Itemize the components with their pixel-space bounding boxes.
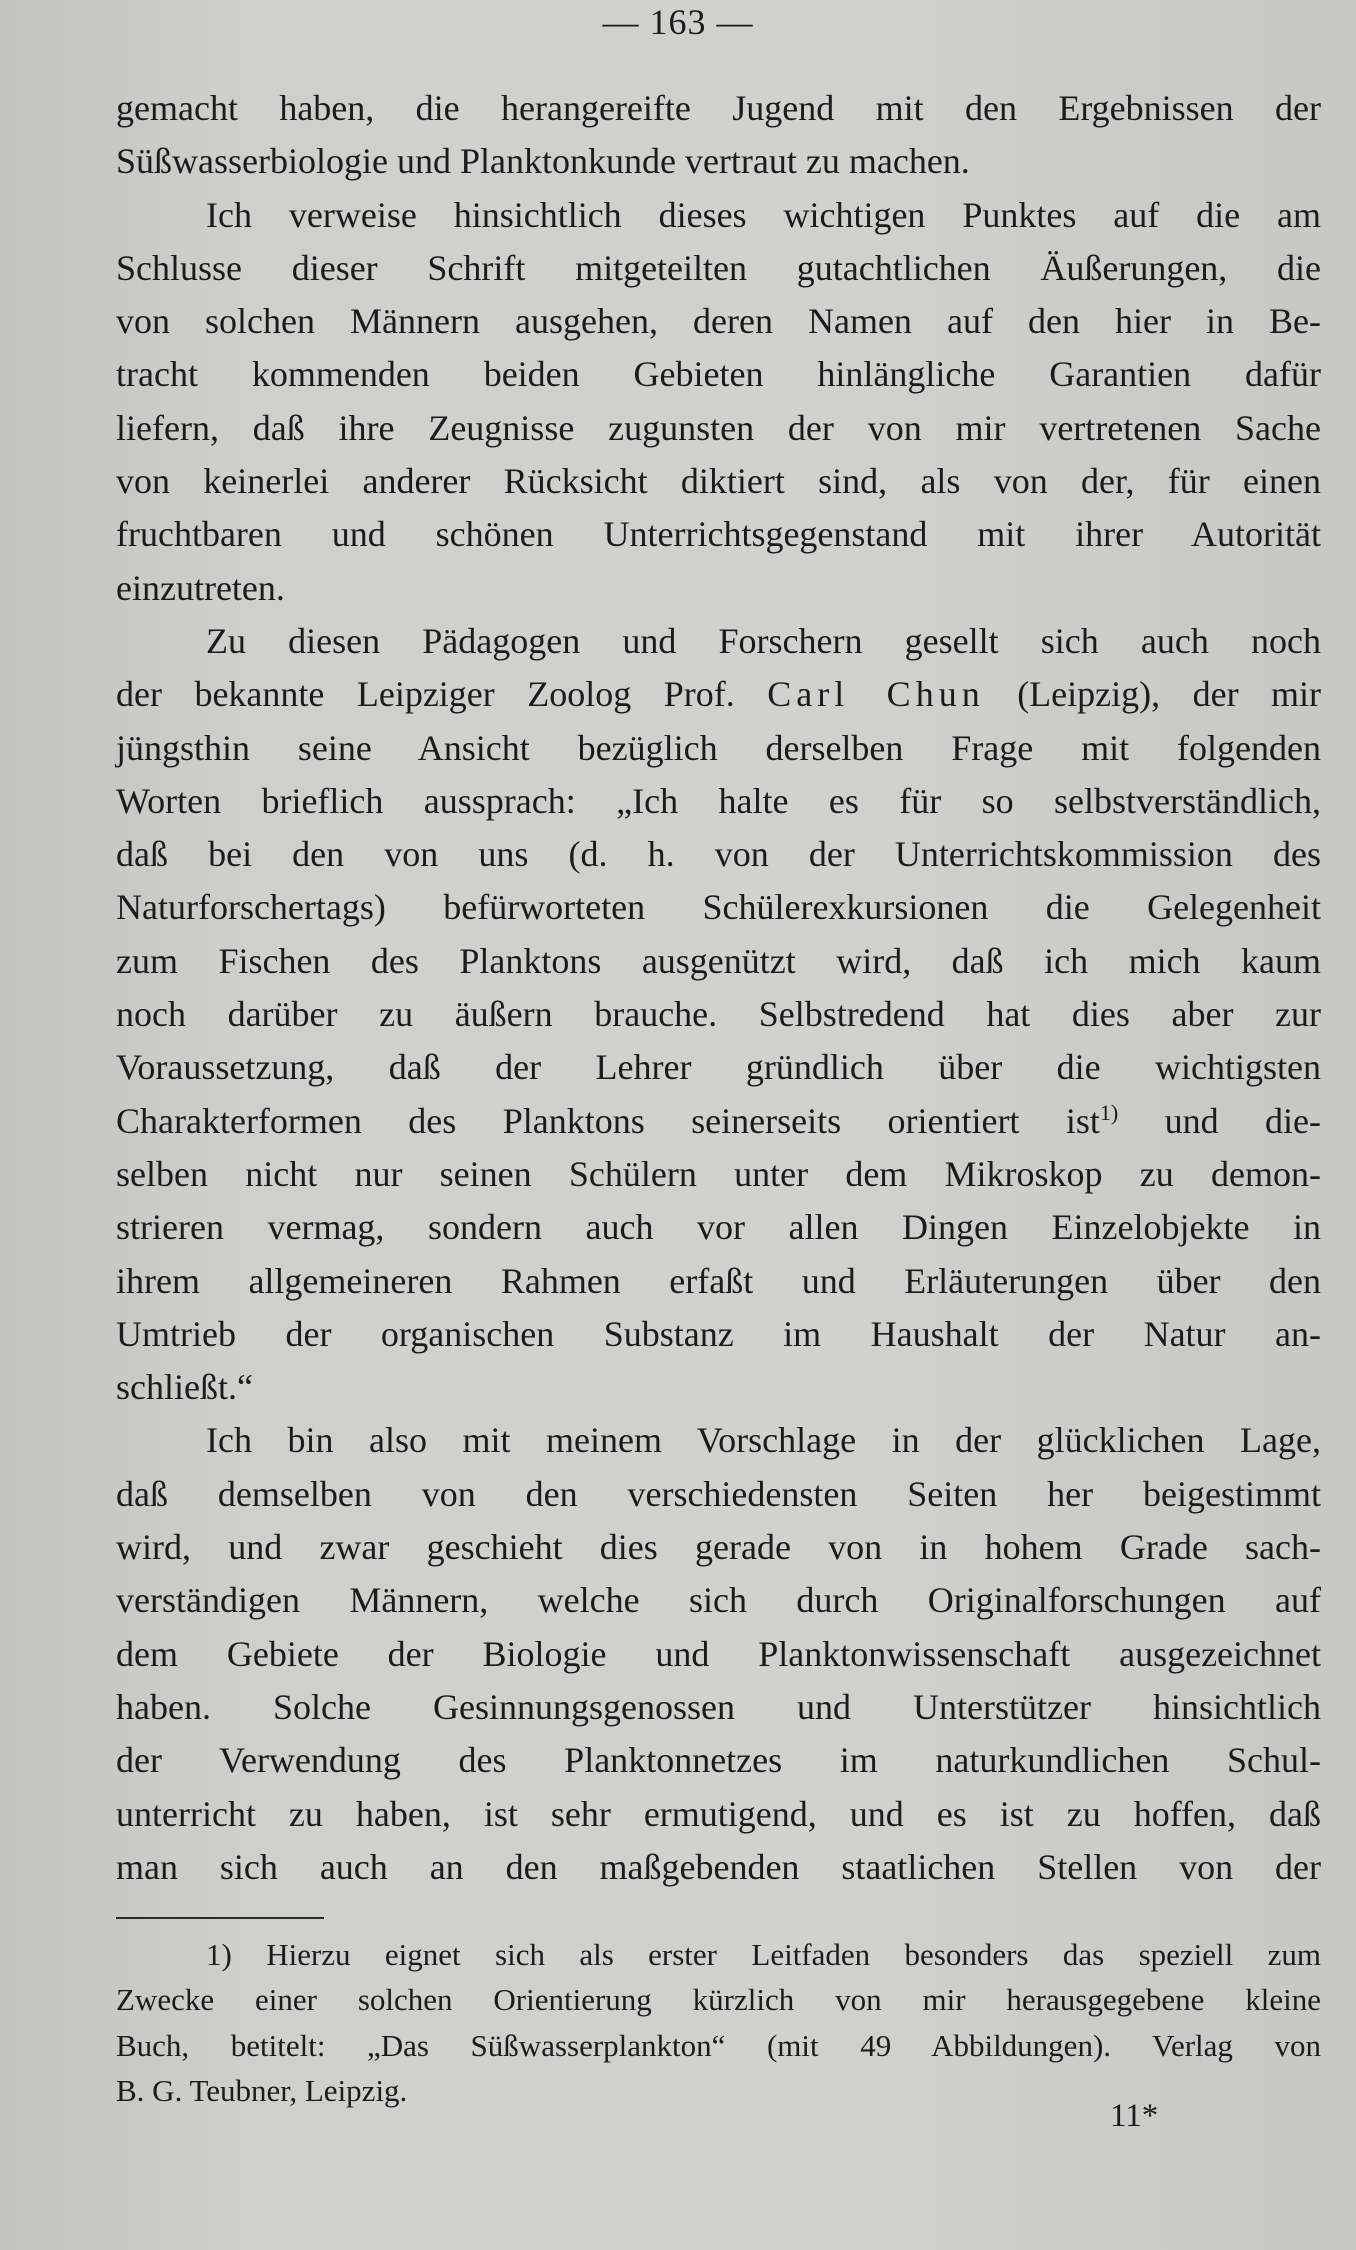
text-line: daß demselben von den verschiedensten Seiten her beigestimmt — [116, 1473, 1321, 1514]
footnote — [116, 1932, 1321, 2113]
paragraph-start-line: Zu diesen Pädagogen und Forschern gesellt sich auch noch — [206, 620, 1321, 661]
text-line: schließt.“ — [116, 1367, 253, 1408]
text-line: tracht kommenden beiden Gebieten hinlängliche Garantien dafür — [116, 354, 1321, 395]
text-line: noch darüber zu äußern brauche. Selbstredend hat dies aber zur — [116, 994, 1321, 1035]
text-line: liefern, daß ihre Zeugnisse zugunsten der von mir vertretenen Sache — [116, 407, 1321, 448]
text-line: wird, und zwar geschieht dies gerade von in hohem Grade sach- — [116, 1527, 1321, 1568]
text-line: der Verwendung des Planktonnetzes im naturkundlichen Schul- — [116, 1740, 1321, 1781]
text-segment: Charakterformen des Planktons seinerseits orientiert ist — [116, 1100, 1100, 1141]
text-line: Umtrieb der organischen Substanz im Haushalt der Natur an- — [116, 1313, 1321, 1354]
footnote-line: Zwecke einer solchen Orientierung kürzlich von mir herausgegebene kleine — [116, 1982, 1321, 2018]
paragraph-start-line: Ich verweise hinsichtlich dieses wichtigen Punktes auf die am — [206, 194, 1321, 235]
footnote-line: Buch, betitelt: „Das Süßwasserplankton“ (mit 49 Abbildungen). Verlag von — [116, 2027, 1321, 2063]
footnote-divider — [116, 1917, 324, 1919]
text-line: ihrem allgemeineren Rahmen erfaßt und Erläuterungen über den — [116, 1260, 1321, 1301]
text-line: fruchtbaren und schönen Unterrichtsgegenstand mit ihrer Autorität — [116, 514, 1321, 555]
person-name-carl-chun: Carl Chun — [767, 674, 985, 715]
text-line: zum Fischen des Planktons ausgenützt wird, daß ich mich kaum — [116, 940, 1321, 981]
text-line: Schlusse dieser Schrift mitgeteilten gutachtlichen Äußerungen, die — [116, 247, 1321, 288]
text-line: einzutreten. — [116, 567, 285, 608]
page-number: — 163 — — [602, 2, 754, 42]
text-line: Süßwasserbiologie und Planktonkunde vertraut zu machen. — [116, 141, 970, 182]
text-line-chun — [116, 668, 1321, 721]
printer-signature-mark: 11* — [1110, 2098, 1159, 2134]
text-line: Voraussetzung, daß der Lehrer gründlich über die wichtigsten — [116, 1047, 1321, 1088]
paragraph-start-line: Ich bin also mit meinem Vorschlage in der glücklichen Lage, — [206, 1420, 1321, 1461]
text-line: haben. Solche Gesinnungsgenossen und Unterstützer hinsichtlich — [116, 1686, 1321, 1727]
text-segment: der bekannte Leipziger Zoolog Prof. — [116, 674, 735, 715]
text-line: Naturforschertags) befürworteten Schülerexkursionen die Gelegenheit — [116, 887, 1321, 928]
text-segment: und die- — [1164, 1100, 1322, 1141]
text-line: von keinerlei anderer Rücksicht diktiert sind, als von der, für einen — [116, 461, 1321, 502]
text-line: verständigen Männern, welche sich durch Originalforschungen auf — [116, 1580, 1321, 1621]
body-text — [116, 82, 1321, 1894]
footnote-line: B. G. Teubner, Leipzig. — [116, 2072, 408, 2108]
text-line: man sich auch an den maßgebenden staatlichen Stellen von der — [116, 1846, 1321, 1887]
text-line: daß bei den von uns (d. h. von der Unterrichtskommission des — [116, 834, 1321, 875]
text-line: jüngsthin seine Ansicht bezüglich derselben Frage mit folgenden — [116, 727, 1321, 768]
text-line: unterricht zu haben, ist sehr ermutigend, und es ist zu hoffen, daß — [116, 1793, 1321, 1834]
text-line: strieren vermag, sondern auch vor allen Dingen Einzelobjekte in — [116, 1207, 1321, 1248]
text-line: Worten brieflich aussprach: „Ich halte es für so selbstverständlich, — [116, 780, 1321, 821]
footnote-line: 1) Hierzu eignet sich als erster Leitfaden besonders das speziell zum — [206, 1937, 1321, 1972]
text-line-footnote-ref — [116, 1095, 1321, 1148]
footnote-reference: 1) — [1099, 1099, 1119, 1125]
text-line: dem Gebiete der Biologie und Planktonwissenschaft ausgezeichnet — [116, 1633, 1321, 1674]
text-line: gemacht haben, die herangereifte Jugend mit den Ergebnissen der — [116, 88, 1321, 128]
text-line: von solchen Männern ausgehen, deren Namen auf den hier in Be- — [116, 301, 1321, 342]
text-line: selben nicht nur seinen Schülern unter dem Mikroskop zu demon- — [116, 1153, 1321, 1194]
text-segment: (Leipzig), der mir — [1017, 674, 1322, 715]
